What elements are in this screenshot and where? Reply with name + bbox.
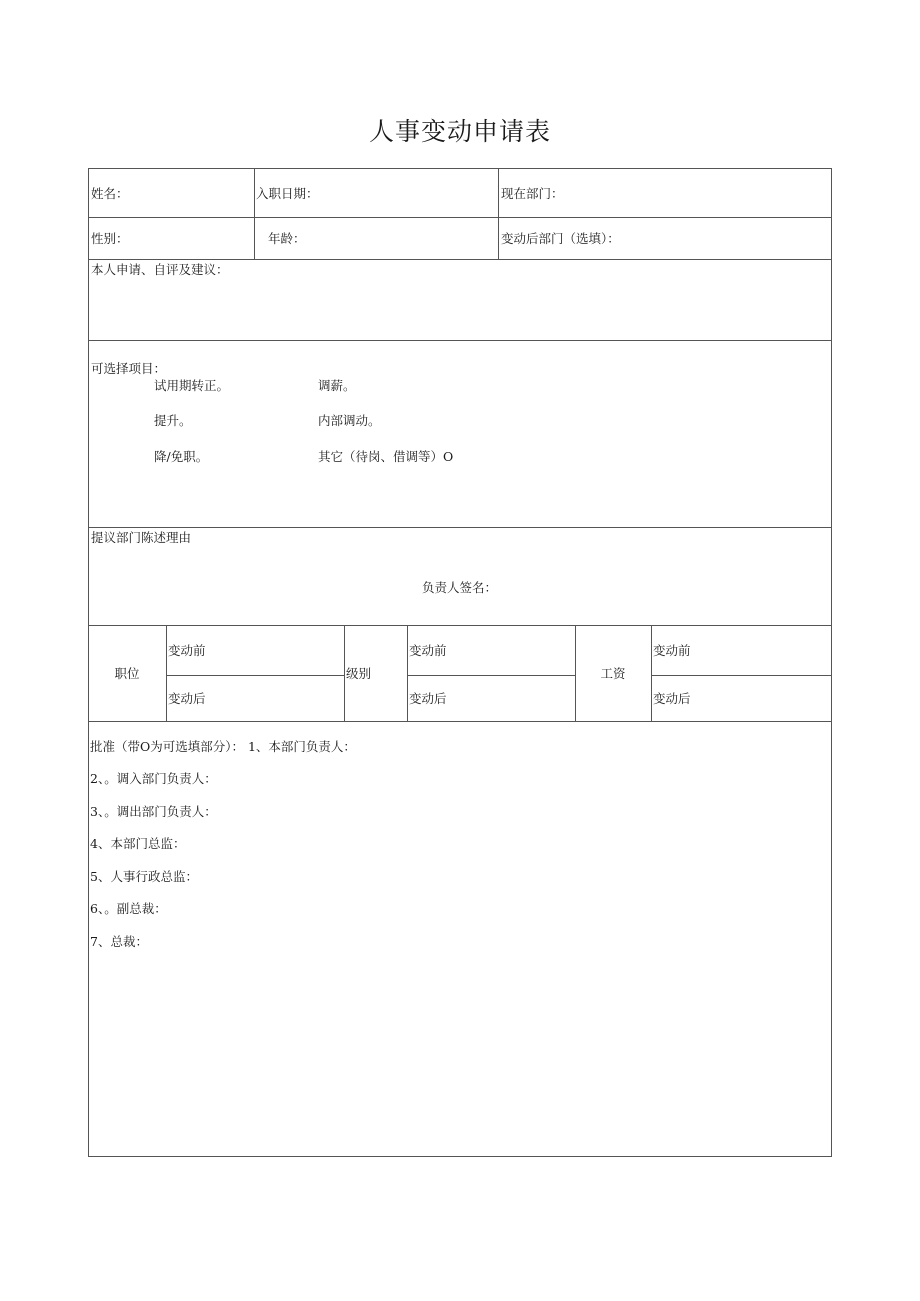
- age-label: 年龄：: [268, 231, 306, 246]
- divider-options: [88, 527, 832, 528]
- divider-self: [88, 340, 832, 341]
- position-label: 职位: [114, 666, 140, 681]
- divider-position-mid: [166, 675, 345, 676]
- approval-line-5: 5、人事行政总监：: [90, 869, 198, 884]
- approval-line-6: 6、。副总裁：: [90, 901, 167, 916]
- option-transfer: 内部调动。: [318, 413, 381, 428]
- self-review-label: 本人申请、自评及建议：: [91, 262, 229, 277]
- hire-date-label: 入职日期：: [256, 186, 319, 201]
- approval-line-3: 3、。调出部门负责人：: [90, 804, 217, 819]
- option-demotion: 降/免职。: [154, 449, 209, 464]
- divider-changes: [88, 721, 832, 722]
- salary-after-label: 变动后: [653, 691, 691, 706]
- level-before-label: 变动前: [409, 643, 447, 658]
- vline-change-3: [407, 625, 408, 721]
- option-probation: 试用期转正。: [154, 378, 230, 393]
- vline-row-a: [254, 168, 255, 259]
- divider-salary-mid: [651, 675, 832, 676]
- gender-label: 性别：: [91, 231, 129, 246]
- form-frame: [88, 168, 832, 1157]
- page-title: 人事变动申请表: [368, 117, 551, 146]
- reason-label: 提议部门陈述理由: [91, 530, 192, 545]
- option-salary-adjust: 调薪。: [318, 378, 356, 393]
- vline-row-b: [498, 168, 499, 259]
- option-promotion: 提升。: [154, 413, 192, 428]
- name-label: 姓名：: [91, 186, 129, 201]
- position-before-label: 变动前: [168, 643, 206, 658]
- divider-reason: [88, 625, 832, 626]
- approval-line-4: 4、本部门总监：: [90, 836, 186, 851]
- options-heading: 可选择项目：: [91, 361, 167, 376]
- salary-before-label: 变动前: [653, 643, 691, 658]
- vline-change-2: [344, 625, 345, 721]
- signature-label: 负责人签名：: [422, 580, 498, 595]
- level-label: 级别: [346, 666, 372, 681]
- divider-row1: [88, 217, 832, 218]
- option-other: 其它（待岗、借调等）O: [318, 449, 454, 464]
- approval-line-1: 批准（带O为可选填部分）： 1、本部门负责人：: [90, 739, 356, 754]
- level-after-label: 变动后: [409, 691, 447, 706]
- position-after-label: 变动后: [168, 691, 206, 706]
- divider-level-mid: [407, 675, 575, 676]
- vline-change-5: [651, 625, 652, 721]
- new-dept-label: 变动后部门（选填）：: [501, 231, 620, 246]
- vline-change-1: [166, 625, 167, 721]
- divider-row2: [88, 259, 832, 260]
- salary-label: 工资: [600, 666, 626, 681]
- current-dept-label: 现在部门：: [501, 186, 564, 201]
- approval-line-7: 7、总裁：: [90, 934, 148, 949]
- approval-line-2: 2、。调入部门负责人：: [90, 771, 217, 786]
